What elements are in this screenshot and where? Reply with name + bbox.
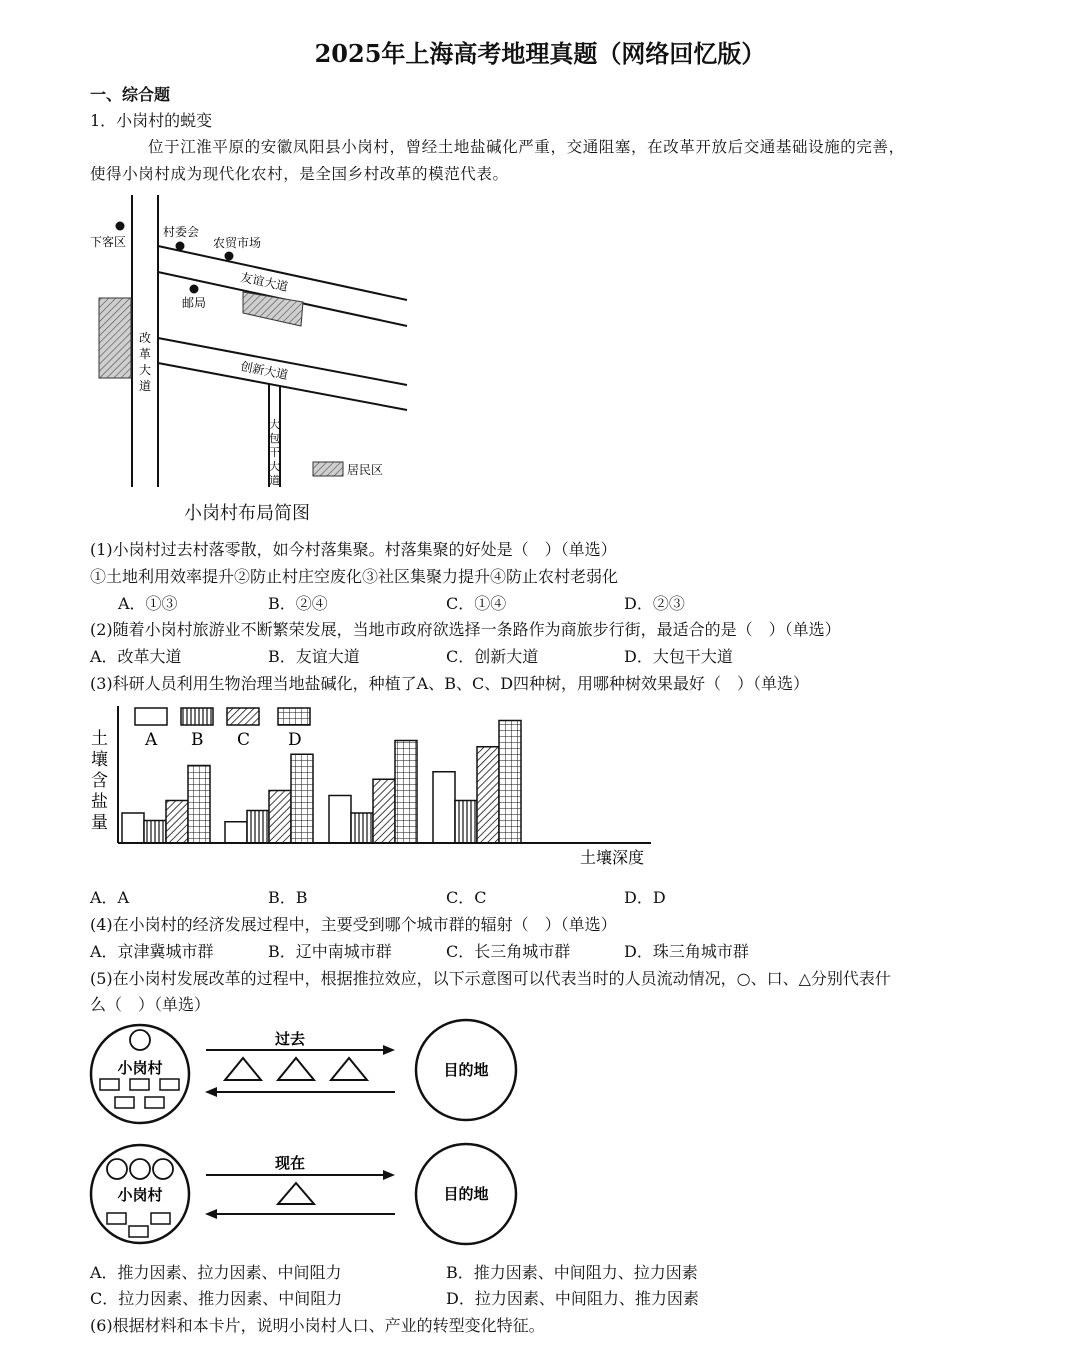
sub4-option-d[interactable]: D．珠三角城市群 [624,942,749,961]
ylabel-char-1: 土 [91,729,108,749]
bar-d-depth-4 [499,721,521,844]
label-dabaogan-1: 大 [269,418,280,431]
village-label-now: 小岗村 [117,1186,163,1204]
sub1-statements: ①土地利用效率提升②防止村庄空废化③社区集聚力提升④防止农村老弱化 [90,567,619,586]
xiake-point [116,222,125,231]
bar-c-depth-1 [166,801,188,844]
legend-label-b: B [191,730,204,750]
circle-symbol-now-3 [153,1159,173,1179]
bar-a-depth-1 [122,813,144,843]
label-dabaogan-4: 大 [269,460,280,473]
label-gaige-3: 大 [139,363,152,377]
sub2-option-b[interactable]: B．友谊大道 [268,647,360,666]
label-chuangxin: 创新大道 [239,359,290,383]
square-symbol-past-1 [100,1079,119,1090]
push-pull-diagram [85,1018,525,1253]
sub2-option-d[interactable]: D．大包干大道 [624,647,733,666]
village-layout-map [80,185,420,530]
ylabel-char-3: 含 [91,771,108,791]
legend-residential-swatch [313,462,343,476]
bar-d-depth-1 [188,766,210,844]
residential-area-central [243,292,303,326]
legend-swatch-d [278,708,310,725]
triangle-symbol-past-2 [278,1058,314,1080]
intro-line-1: 位于江淮平原的安徽凤阳县小岗村，曾经土地盐碱化严重，交通阻塞，在改革开放后交通基础设施的完善， [148,138,905,156]
sub3-option-d[interactable]: D．D [624,888,666,907]
ylabel-char-2: 壤 [91,750,108,770]
sub3-stem: (3)科研人员利用生物治理当地盐碱化，种植了A、B、C、D四种树，用哪种树效果最好（ ）（单选） [90,674,810,693]
sub4-stem: (4)在小岗村的经济发展过程中，主要受到哪个城市群的辐射（ ）（单选） [90,915,617,934]
sub3-option-b[interactable]: B．B [268,888,308,907]
square-symbol-past-2 [130,1079,149,1090]
arrowhead-in-past [205,1087,217,1097]
label-dabaogan-2: 包 [269,432,280,445]
bar-a-depth-3 [329,796,351,844]
bar-c-depth-2 [269,791,291,844]
legend-label-d: D [288,730,302,750]
sub1-option-b[interactable]: B．②④ [268,594,328,613]
circle-symbol-now-2 [130,1159,150,1179]
sub4-option-a[interactable]: A．京津冀城市群 [90,942,214,961]
page-title: 2025年上海高考地理真题（网络回忆版） [314,39,766,68]
sub2-stem: (2)随着小岗村旅游业不断繁荣发展，当地市政府欲选择一条路作为商旅步行街，最适合的是（ ）（单选） [90,620,841,639]
square-symbol-now-3 [129,1226,148,1237]
bar-b-depth-2 [247,811,269,844]
section-heading: 一、综合题 [90,85,171,104]
ylabel-char-5: 量 [91,813,108,833]
bar-a-depth-2 [225,822,247,843]
sub4-option-c[interactable]: C．长三角城市群 [446,942,571,961]
sub1-option-a[interactable]: A．①③ [118,594,178,613]
question-heading: 1．小岗村的蜕变 [90,111,213,130]
legend-label-a: A [145,730,158,750]
village-label-past: 小岗村 [117,1059,163,1077]
circle-symbol-past [130,1030,150,1050]
residential-area-west [99,298,131,378]
bar-b-depth-3 [351,813,373,843]
label-gaige-2: 革 [139,347,152,361]
intro-line-2: 使得小岗村成为现代化农村，是全国乡村改革的模范代表。 [90,165,509,183]
sub3-option-a[interactable]: A．A [90,888,130,907]
bar-d-depth-2 [291,754,313,843]
ylabel-char-4: 盐 [91,792,108,812]
past-label: 过去 [274,1030,306,1048]
cunweihui-point [176,242,185,251]
legend-label-c: C [237,730,251,750]
now-label: 现在 [274,1154,306,1172]
label-gaige-1: 改 [139,331,152,345]
bar-d-depth-3 [395,741,417,844]
square-symbol-now-2 [151,1213,170,1224]
youju-point [190,285,199,294]
nongmao-point [225,252,234,261]
sub1-stem: (1)小岗村过去村落零散，如今村落集聚。村落集聚的好处是（ ）（单选） [90,540,617,559]
sub3-option-c[interactable]: C．C [446,888,487,907]
arrowhead-out-now [383,1170,395,1180]
square-symbol-past-4 [115,1097,134,1108]
xlabel: 土壤深度 [580,848,645,867]
legend-swatch-a [135,708,167,725]
sub5-stem-line-1: (5)在小岗村发展改革的过程中，根据推拉效应，以下示意图可以代表当时的人员流动情况，○、口、△分别代表什 [90,969,891,988]
triangle-symbol-now [278,1183,314,1204]
sub5-option-b[interactable]: B．推力因素、中间阻力、拉力因素 [446,1263,698,1282]
label-cunweihui: 村委会 [163,225,200,239]
destination-label-past: 目的地 [443,1061,489,1079]
square-symbol-past-3 [160,1079,179,1090]
bars-group [122,721,521,844]
label-xiake: 下客区 [90,235,127,249]
sub6-stem: (6)根据材料和本卡片，说明小岗村人口、产业的转型变化特征。 [90,1316,545,1335]
legend-swatch-c [227,708,259,725]
label-youyi: 友谊大道 [239,270,290,294]
sub2-option-a[interactable]: A．改革大道 [90,647,182,666]
sub1-option-c[interactable]: C．①④ [446,594,507,613]
arrowhead-out-past [383,1045,395,1055]
arrowhead-in-now [205,1209,217,1219]
sub5-option-a[interactable]: A．推力因素、拉力因素、中间阻力 [90,1263,342,1282]
triangle-symbol-past-3 [331,1058,367,1080]
bar-c-depth-4 [477,747,499,843]
bar-b-depth-1 [144,821,166,844]
sub1-option-d[interactable]: D．②③ [624,594,685,613]
destination-label-now: 目的地 [443,1185,489,1203]
legend-swatch-b [181,708,213,725]
label-dabaogan-3: 干 [269,446,280,459]
bar-c-depth-3 [373,779,395,843]
triangle-symbol-past-1 [225,1058,261,1080]
label-juminqu: 居民区 [347,463,384,477]
sub5-option-d[interactable]: D．拉力因素、中间阻力、推力因素 [446,1289,699,1308]
circle-symbol-now-1 [107,1159,127,1179]
map-caption: 小岗村布局简图 [184,503,310,524]
label-youju: 邮局 [182,296,207,310]
square-symbol-past-5 [145,1097,164,1108]
sub2-option-c[interactable]: C．创新大道 [446,647,539,666]
sub5-option-c[interactable]: C．拉力因素、推力因素、中间阻力 [90,1289,343,1308]
sub5-stem-line-2: 么（ ）（单选） [90,995,211,1014]
label-nongmao: 农贸市场 [213,236,262,250]
bar-a-depth-4 [433,772,455,843]
square-symbol-now-1 [107,1213,126,1224]
sub4-option-b[interactable]: B．辽中南城市群 [268,942,392,961]
salt-bar-chart [85,700,665,870]
label-dabaogan-5: 道 [269,474,280,487]
label-gaige-4: 道 [139,379,152,393]
bar-b-depth-4 [455,801,477,844]
